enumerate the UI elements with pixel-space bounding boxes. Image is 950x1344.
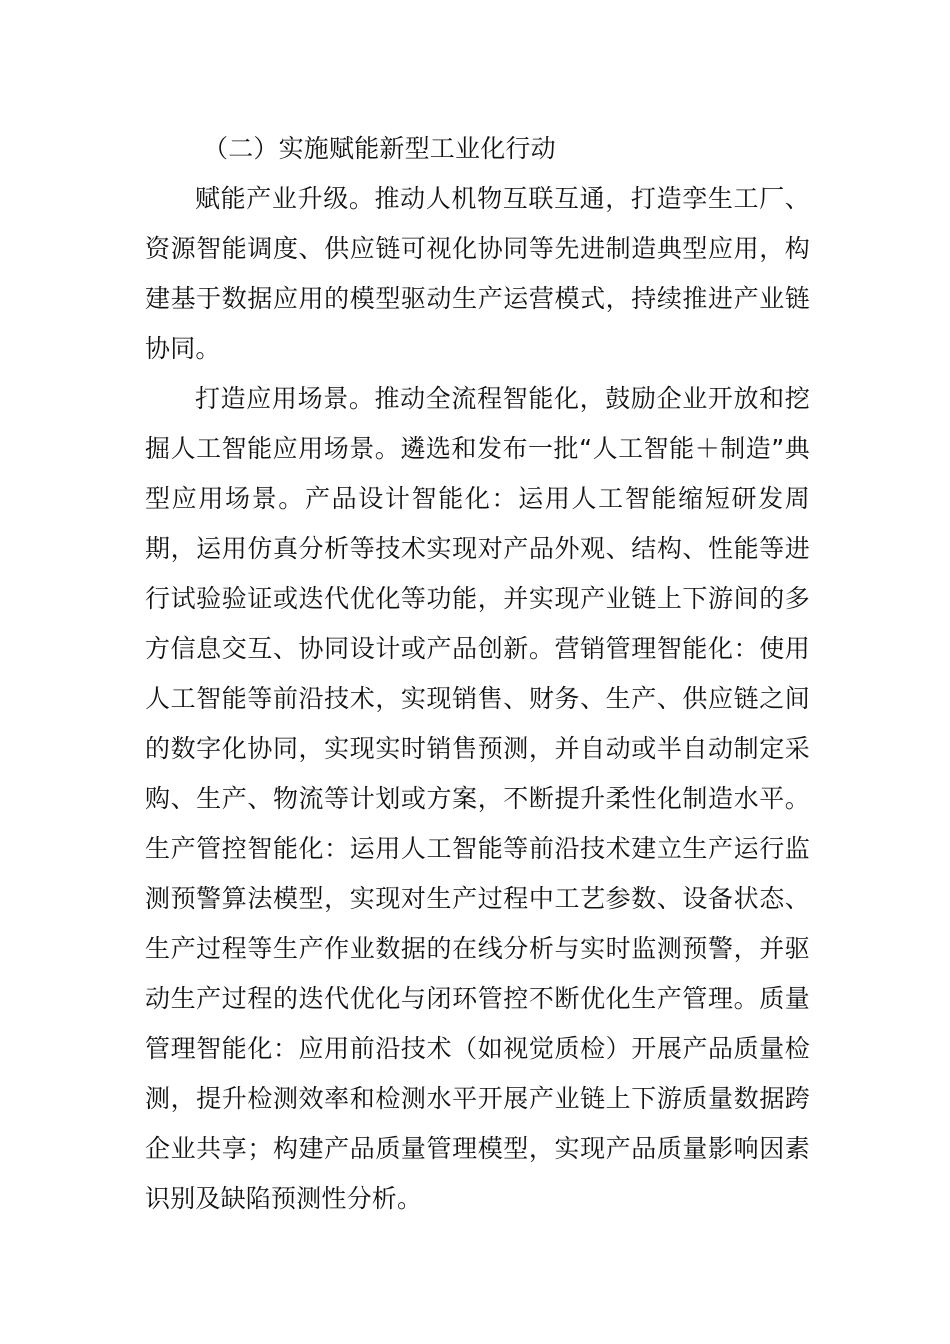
section-heading: （二）实施赋能新型工业化行动 bbox=[203, 134, 556, 163]
document-body bbox=[145, 124, 810, 1224]
paragraph-industry-upgrade: 赋能产业升级。推动人机物互联互通，打造孪生工厂、资源智能调度、供应链可视化协同等先进制造典型应用，构建基于数据应用的模型驱动生产运营模式，持续推进产业链协同。 bbox=[145, 184, 810, 363]
paragraph-application-scenarios: 打造应用场景。推动全流程智能化，鼓励企业开放和挖掘人工智能应用场景。遴选和发布一批“人工智能＋制造”典型应用场景。产品设计智能化：运用人工智能缩短研发周期，运用仿真分析等技术实现对产品外观、结构、性能等进行试验验证或迭代优化等功能，并实现产业链上下游间的多方信息交互、协同设计或产品创新。营销管理智能化：使用人工智能等前沿技术，实现销售、财务、生产、供应链之间的数字化协同，实现实时销售预测，并自动或半自动制定采购、生产、物流等计划或方案，不断提升柔性化制造水平。生产管控智能化：运用人工智能等前沿技术建立生产运行监测预警算法模型，实现对生产过程中工艺参数、设备状态、生产过程等生产作业数据的在线分析与实时监测预警，并驱动生产过程的迭代优化与闭环管控不断优化生产管理。质量管理智能化：应用前沿技术（如视觉质检）开展产品质量检测，提升检测效率和检测水平开展产业链上下游质量数据跨企业共享；构建产品质量管理模型，实现产品质量影响因素识别及缺陷预测性分析。 bbox=[145, 384, 810, 1213]
